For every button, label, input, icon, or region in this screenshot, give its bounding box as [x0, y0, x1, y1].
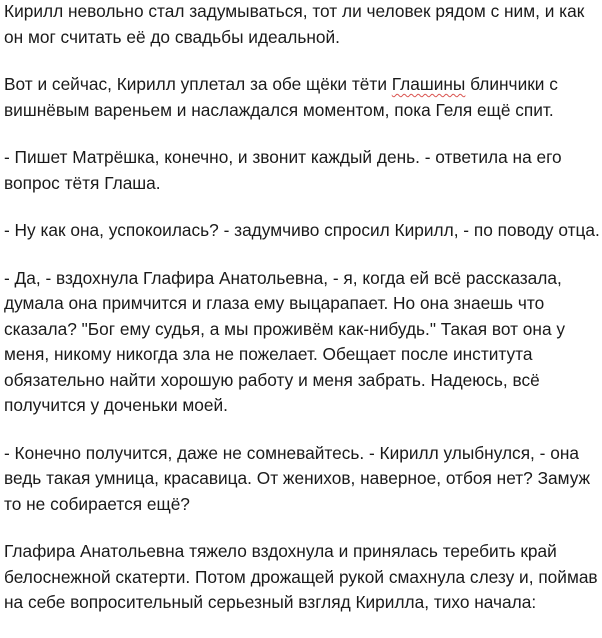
- paragraph: - Да, - вздохнула Глафира Анатольевна, - я, когда ей всё рассказала, думала она примчится и глаза ему выцарапает. Но она знаешь что сказала? "Бог ему судья, а мы проживём как-нибудь." Такая вот она у меня, никому никогда зла не пожелает. Обещает после института обязательно найти хорошую работу и меня забрать. Надеюсь, всё получится у доченьки моей.: [4, 267, 566, 415]
- paragraph: - Пишет Матрёшка, конечно, и звонит каждый день. - ответила на его вопрос тётя Глаша.: [4, 147, 562, 193]
- paragraph-text: Вот и сейчас, Кирилл уплетал за обе щёки тёти: [4, 74, 392, 94]
- paragraph: - Конечно получится, даже не сомневайтесь. - Кирилл улыбнулся, - она ведь такая умница, красавица. От женихов, наверное, отбоя нет? Замуж то не собирается ещё?: [4, 442, 591, 514]
- article-body: [4, 0, 600, 638]
- paragraph: Глафира Анатольевна тяжело вздохнула и принялась теребить край белоснежной скатерти. Потом дрожащей рукой смахнула слезу и, поймав на себе вопросительный серьезный взгляд Кирилла, тихо начала:: [4, 541, 598, 612]
- paragraph: - Ну как она, успокоилась? - задумчиво спросил Кирилл, - по поводу отца.: [4, 220, 600, 240]
- paragraph-text: блинчики с вишнёвым вареньем и наслаждался моментом, пока Геля ещё спит.: [4, 74, 558, 120]
- paragraph: Кирилл невольно стал задумываться, тот ли человек рядом с ним, и как он мог считать её до свадьбы идеальной.: [4, 1, 585, 47]
- paragraph: [4, 72, 600, 123]
- spellcheck-marked-word[interactable]: Глашины: [391, 74, 466, 94]
